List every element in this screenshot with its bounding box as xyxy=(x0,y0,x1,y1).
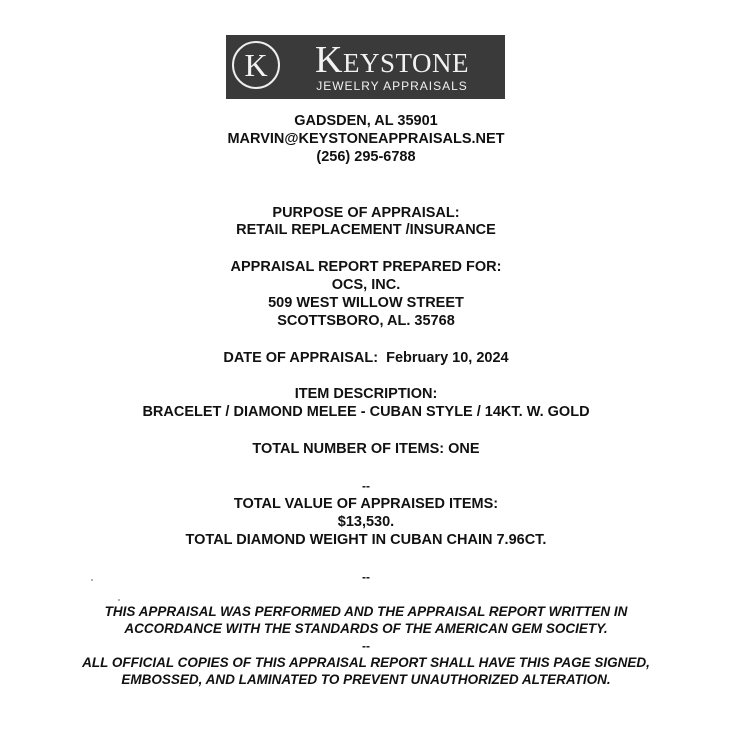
purpose-heading: PURPOSE OF APPRAISAL: xyxy=(272,205,460,221)
separator: -- xyxy=(362,570,370,584)
client-name: OCS, INC. xyxy=(331,277,401,293)
item-heading: ITEM DESCRIPTION: xyxy=(294,386,438,402)
separator: -- xyxy=(362,639,370,653)
total-value-amount: $13,530. xyxy=(337,514,395,530)
statement-line-1: THIS APPRAISAL WAS PERFORMED AND THE APPRAISAL REPORT WRITTEN IN xyxy=(104,604,628,619)
date-value: February 10, 2024 xyxy=(386,350,509,366)
statement-line-2: ACCORDANCE WITH THE STANDARDS OF THE AMERICAN GEM SOCIETY. xyxy=(124,621,608,636)
client-street: 509 WEST WILLOW STREET xyxy=(268,295,464,311)
total-items: TOTAL NUMBER OF ITEMS: ONE xyxy=(252,441,480,457)
keystone-logo xyxy=(226,35,505,99)
statement-line-4: EMBOSSED, AND LAMINATED TO PREVENT UNAUTHORIZED ALTERATION. xyxy=(121,672,611,687)
logo-wordmark xyxy=(284,38,500,82)
k-emblem-icon: K xyxy=(232,41,280,89)
separator: -- xyxy=(362,479,370,493)
total-value-heading: TOTAL VALUE OF APPRAISED ITEMS: xyxy=(233,496,499,512)
item-description: BRACELET / DIAMOND MELEE - CUBAN STYLE / 14KT. W. GOLD xyxy=(142,404,590,420)
diamond-weight: TOTAL DIAMOND WEIGHT IN CUBAN CHAIN 7.96CT. xyxy=(185,532,547,548)
contact-phone: (256) 295-6788 xyxy=(316,149,416,165)
scan-speck xyxy=(118,599,120,601)
contact-email: MARVIN@KEYSTONEAPPRAISALS.NET xyxy=(227,131,505,147)
appraisal-date xyxy=(0,349,732,367)
statement-line-3: ALL OFFICIAL COPIES OF THIS APPRAISAL REPORT SHALL HAVE THIS PAGE SIGNED, xyxy=(82,655,650,670)
date-label: DATE OF APPRAISAL: xyxy=(223,350,379,366)
logo-initial: K xyxy=(315,39,343,81)
logo-name-rest: EYSTONE xyxy=(342,48,469,78)
prepared-for-heading: APPRAISAL REPORT PREPARED FOR: xyxy=(230,259,502,275)
client-city: SCOTTSBORO, AL. 35768 xyxy=(277,313,455,329)
contact-city: GADSDEN, AL 35901 xyxy=(294,113,438,129)
logo-subtitle: JEWELRY APPRAISALS xyxy=(316,79,468,93)
purpose-value: RETAIL REPLACEMENT /INSURANCE xyxy=(236,222,496,238)
scan-speck xyxy=(91,579,93,581)
